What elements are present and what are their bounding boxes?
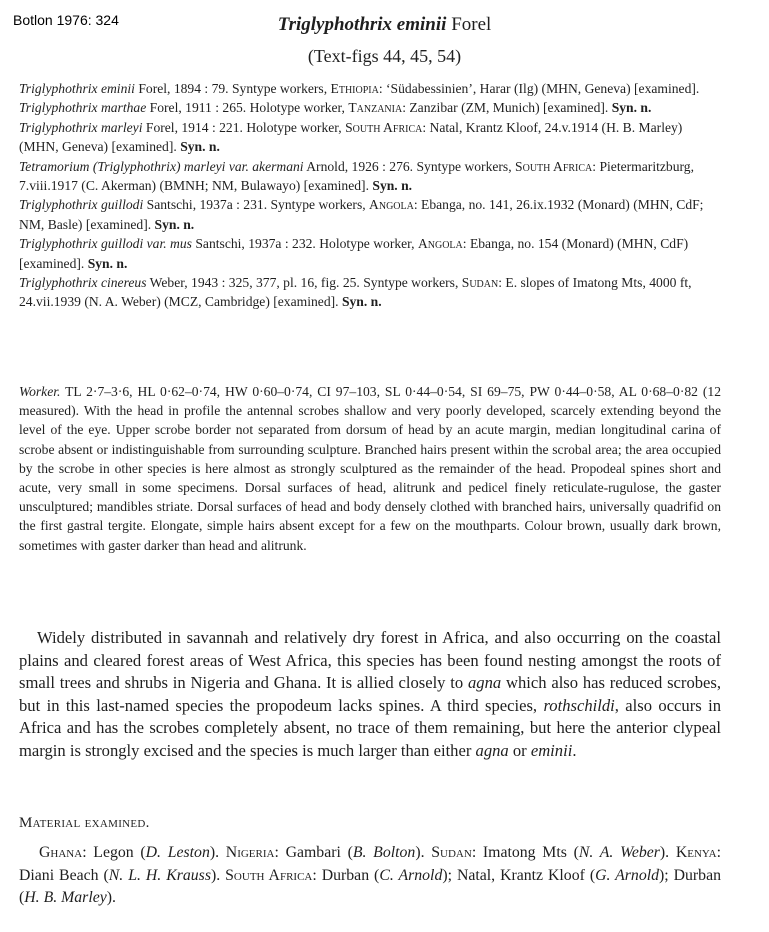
species-mention: rothschildi (543, 695, 615, 715)
syn-n-label: Syn. n. (611, 100, 652, 116)
discussion-paragraph: Widely distributed in savannah and relatively dry forest in Africa, and also occurring on the coastal plains and cleared forest areas of West Africa, this species has been found nesting amongst the roots of small trees and shrubs in Nigeria and Ghana. It is allied closely to agna which also has reduced scrobes, but in this last-named species the propodeum lacks spines. A third species, rothschildi, also occurs in Africa and has the scrobes completely absent, no trace of them remaining, but here the anterior clypeal margin is strongly excised and the species is much larger than either agna or eminii. (19, 628, 722, 760)
synonym-details: : ‘Südabessinien’, Harar (Ilg) (MHN, Geneva) [examined]. (378, 81, 700, 96)
synonym-details: : Ebanga, no. 141, 26.ix.1932 (Monard) (MHN, CdF; NM, Basle) [examined]. (19, 197, 704, 232)
material-list: Ghana: Legon (D. Leston). Nigeria: Gambari (B. Bolton). Sudan: Imatong Mts (N. A. Weber). Kenya: Diani Beach (N. L. H. Krauss). South Africa: Durban (C. Arnold); Natal, Krantz Kloof (G. Arnold); Durban (H. B. Marley). (19, 844, 721, 907)
synonym-country: Angola (417, 236, 463, 252)
synonym-citation: Forel, 1894 : 79. Syntype workers, (134, 81, 331, 96)
syn-n-label: Syn. n. (372, 178, 413, 194)
material-country: South Africa (225, 866, 313, 884)
syn-n-label: Syn. n. (180, 139, 220, 155)
synonym-country: Tanzania (348, 100, 403, 116)
material-country: Ghana (39, 844, 83, 861)
synonym-name: Triglyphothrix guillodi var. mus (19, 236, 192, 252)
species-mention: agna (475, 740, 509, 760)
synonym-entry (19, 98, 721, 117)
species-mention: agna (468, 673, 502, 693)
synonym-entry (19, 234, 721, 273)
synonym-country: Angola (369, 197, 414, 213)
synonym-name: Triglyphothrix eminii (19, 81, 135, 96)
syn-n-label: Syn. n. (87, 255, 128, 271)
worker-characters: With the head in profile the antennal scrobes shallow and very poorly developed, scarcely extending beyond the level of the eye. Upper scrobe border not separated from dorsum of head by an acute margin, median longitudinal carina of scrobe absent or indistinguishable from surrounding sculpture. Branched hairs present within the scrobal area; the area occupied by the scrobe in other species is here almost as strongly sculptured as the remainder of the head. Propodeal spines short and acute, very small in some specimens. Dorsal surfaces of head, alitrunk and pedicel finely reticulate-rugulose, the gaster unsculptured; mandibles striate. Dorsal surfaces of head and body densely clothed with branched hairs, universally quadrifid on the first gastral tergite. Elongate, simple hairs absent except for a few on the mouthparts. Colour brown, usually dark brown, sometimes with gaster darker than head and alitrunk. (19, 403, 721, 553)
collector-name: D. Leston (145, 844, 210, 861)
synonym-citation: Arnold, 1926 : 276. Syntype workers, (303, 158, 516, 174)
worker-description (19, 382, 721, 555)
synonym-entry (19, 79, 721, 98)
synonym-country: Sudan (461, 275, 499, 291)
synonym-entry (19, 273, 721, 312)
synonym-country: South Africa (345, 119, 423, 135)
synonym-details: : Pietermaritzburg, 7.viii.1917 (C. Akerman) (BMNH; NM, Bulawayo) [examined]. (19, 158, 694, 194)
synonym-name: Triglyphothrix marthae (19, 100, 147, 116)
figure-reference: (Text-figs 44, 45, 54) (307, 46, 462, 66)
material-country: Nigeria (225, 844, 275, 861)
synonym-citation: Santschi, 1937a : 232. Holotype worker, (191, 236, 418, 252)
synonym-details: : Natal, Krantz Kloof, 24.v.1914 (H. B. Marley) (MHN, Geneva) [examined]. (19, 119, 683, 155)
synonym-entry (19, 118, 721, 157)
collector-name: B. Bolton (352, 844, 416, 861)
collector-name: C. Arnold (379, 866, 443, 884)
synonym-country: South Africa (515, 158, 593, 174)
collector-name: H. B. Marley (24, 889, 107, 907)
material-heading: Material examined. (19, 815, 150, 831)
synonym-name: Triglyphothrix cinereus (19, 275, 147, 291)
synonym-entry (19, 157, 721, 196)
synonym-details: : Ebanga, no. 154 (Monard) (MHN, CdF) [examined]. (19, 236, 689, 271)
material-country: Kenya (675, 844, 717, 861)
synonym-details: : E. slopes of Imatong Mts, 4000 ft, 24.vii.1939 (N. A. Weber) (MCZ, Cambridge) [examined]. (19, 275, 692, 310)
syn-n-label: Syn. n. (341, 294, 382, 310)
synonymy-list (19, 79, 721, 312)
synonym-citation: Forel, 1911 : 265. Holotype worker, (146, 100, 349, 116)
collector-name: N. A. Weber (578, 844, 660, 861)
worker-label: Worker. (19, 384, 61, 399)
synonym-name: Triglyphothrix marleyi (19, 119, 143, 135)
species-author: Forel (451, 14, 492, 35)
measurement-values: TL 2·7–3·6, HL 0·62–0·74, HW 0·60–0·74, CI 97–103, SL 0·44–0·54, SI 69–75, PW 0·44–0·58, AL 0·68–0·82 (12 measured). (19, 384, 721, 419)
synonym-citation: Santschi, 1937a : 231. Syntype workers, (143, 197, 370, 213)
species-mention: eminii (530, 740, 573, 760)
collector-name: G. Arnold (595, 866, 660, 884)
species-title (0, 14, 769, 36)
collector-name: N. L. H. Krauss (108, 866, 211, 884)
synonym-name: Triglyphothrix guillodi (19, 197, 144, 213)
synonym-details: : Zanzibar (ZM, Munich) [examined]. (402, 100, 612, 116)
synonym-citation: Weber, 1943 : 325, 377, pl. 16, fig. 25. Syntype workers, (146, 275, 462, 291)
synonym-citation: Forel, 1914 : 221. Holotype worker, (142, 119, 346, 135)
syn-n-label: Syn. n. (154, 216, 195, 232)
synonym-name: Tetramorium (Triglyphothrix) marleyi var. akermani (19, 158, 304, 174)
species-name: Triglyphothrix eminii (277, 14, 447, 35)
synonym-country: Ethiopia (330, 81, 379, 96)
synonym-entry (19, 195, 721, 234)
material-country: Sudan (431, 844, 472, 861)
page-citation: Botlon 1976: 324 (13, 12, 119, 28)
